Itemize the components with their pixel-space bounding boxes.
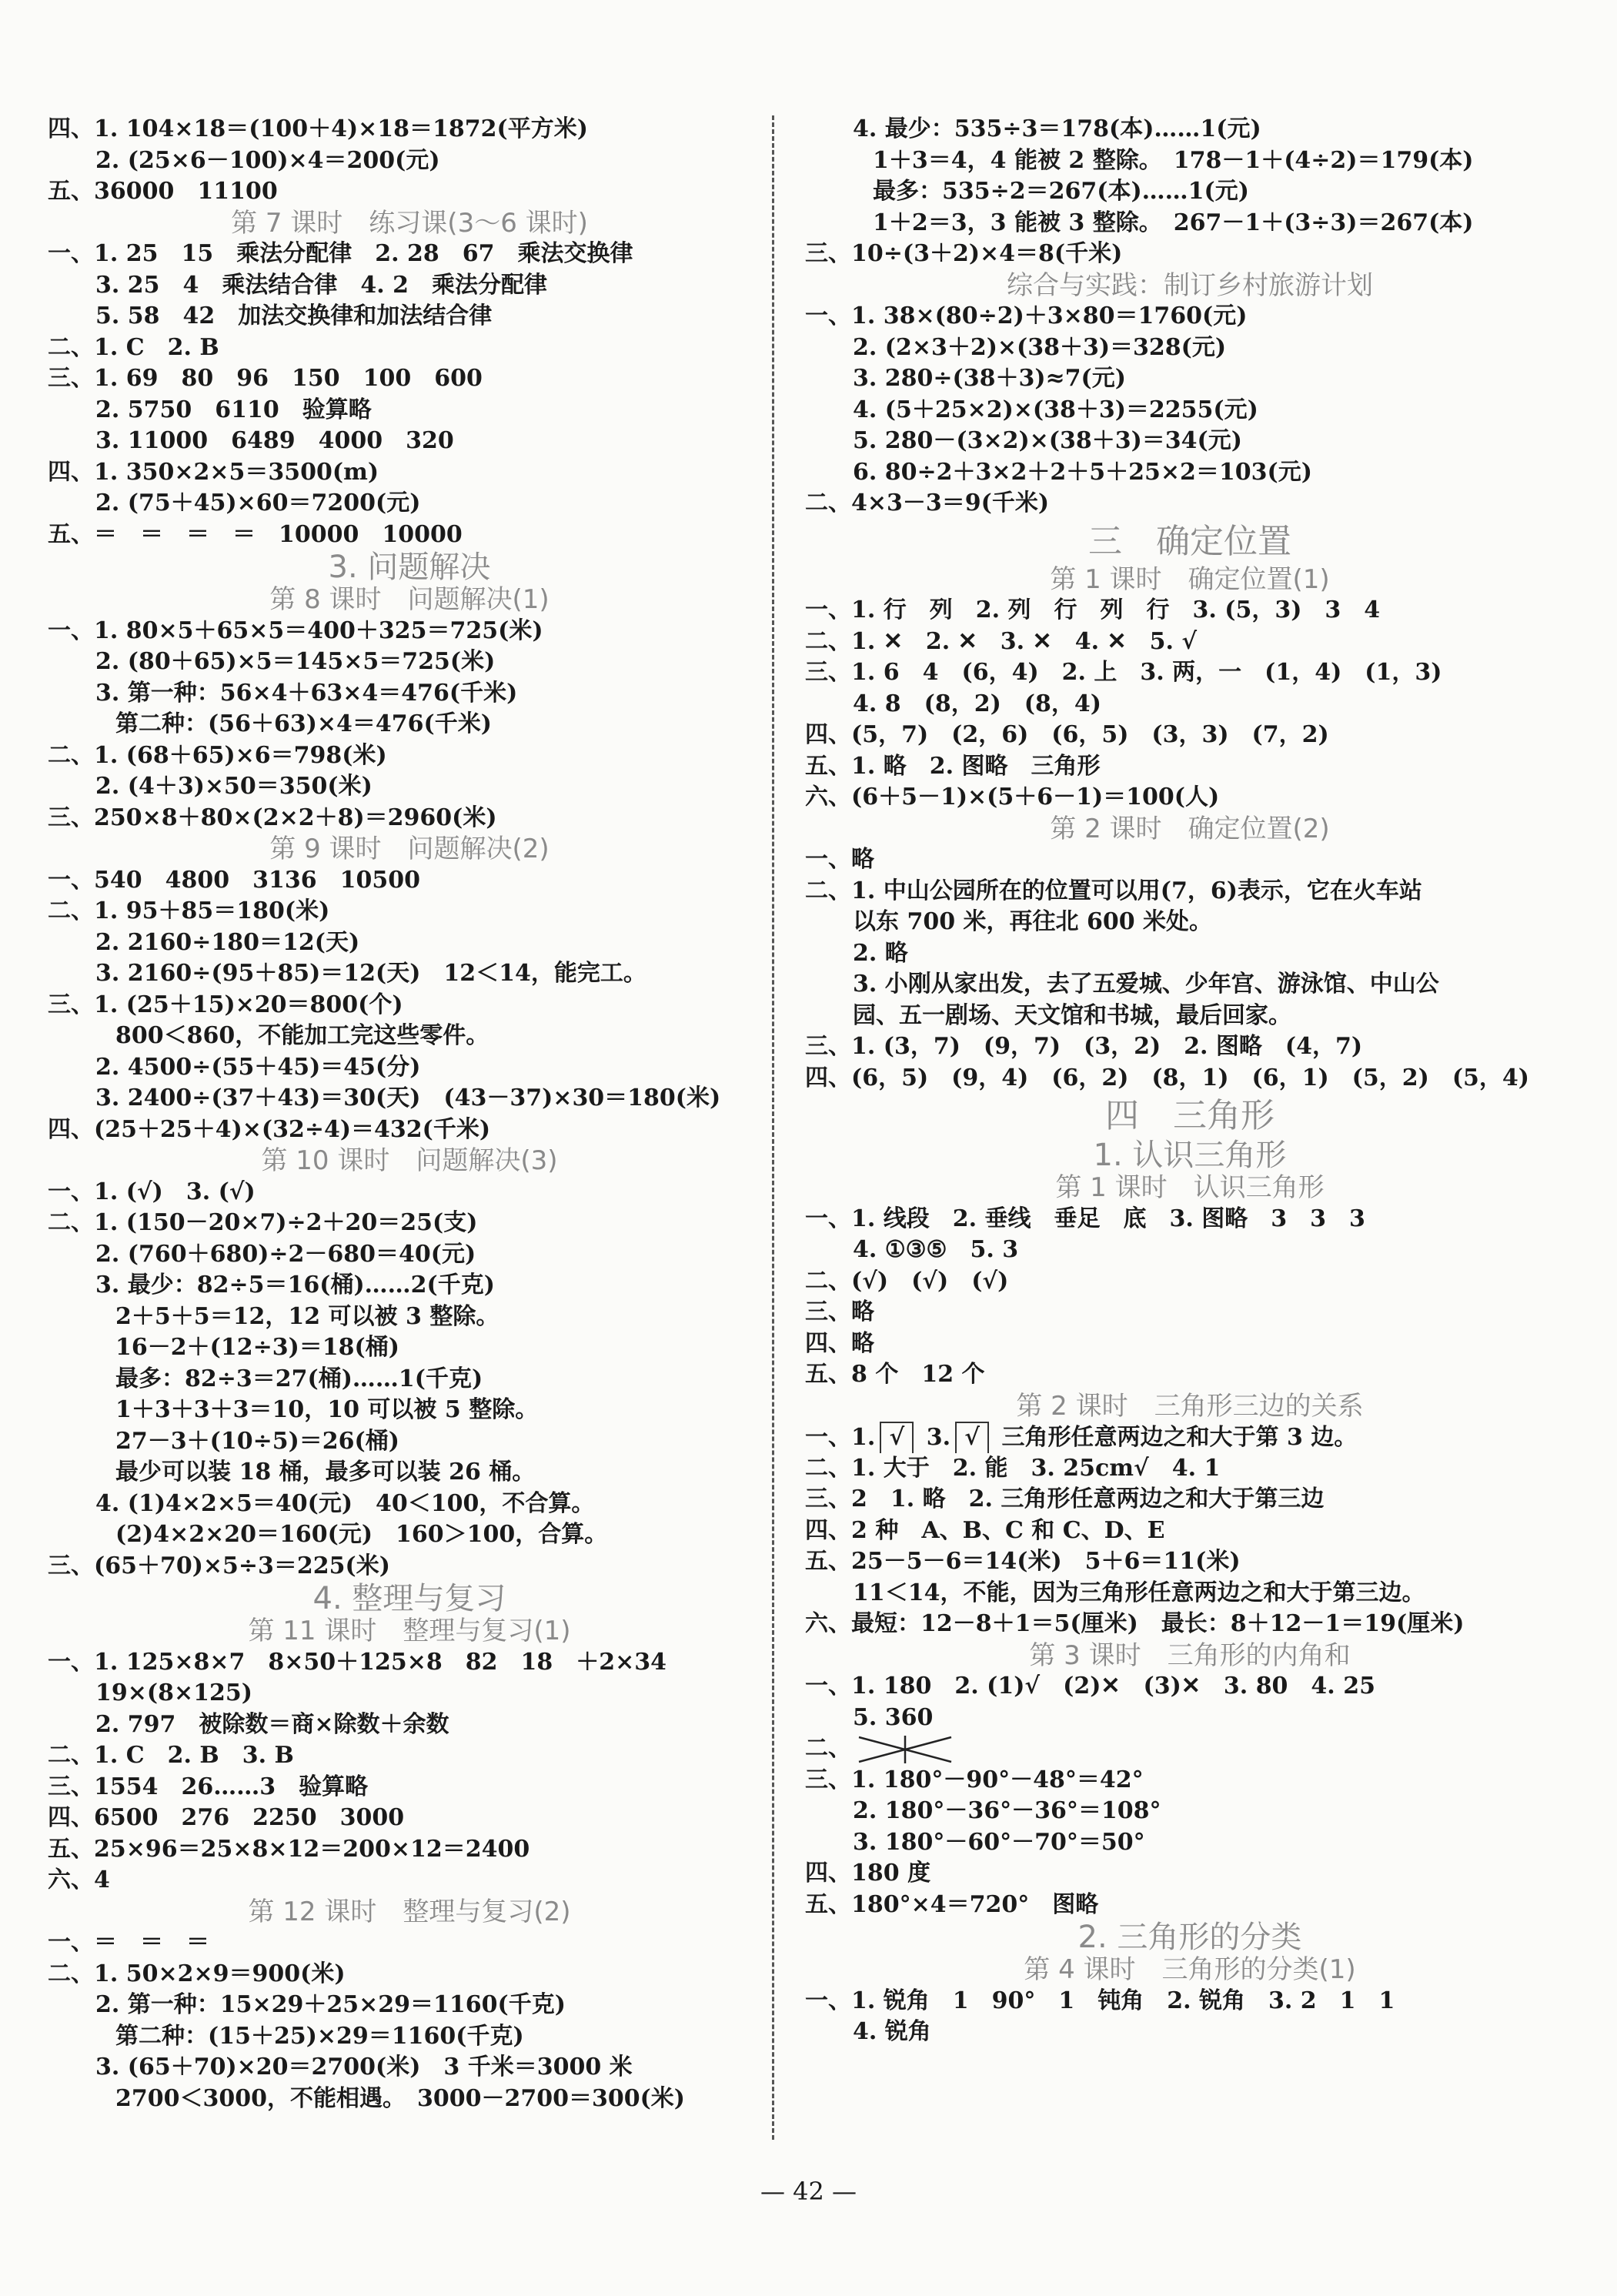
- answer-line: 三、1. (3，7) (9，7) (3，2) 2. 图略 (4，7): [805, 1033, 1363, 1060]
- answer-line: 六、最短：12－8＋1＝5(厘米) 最长：8＋12－1＝19(厘米): [805, 1610, 1465, 1637]
- lesson-heading: 第 4 课时 三角形的分类(1): [1024, 1954, 1356, 1985]
- lesson-heading: 第 2 课时 确定位置(2): [1050, 813, 1330, 844]
- answer-line: 三、(65＋70)×5÷3＝225(米): [48, 1552, 390, 1579]
- answer-line: 3. 11000 6489 4000 320: [95, 427, 454, 454]
- answer-line: 二、1. C 2. B 3. B: [48, 1742, 294, 1769]
- answer-line: 一、1. 180 2. (1)√ (2)✕ (3)✕ 3. 80 4. 25: [805, 1673, 1375, 1699]
- answer-line: 二、1. (150－20×7)÷2＋20＝25(支): [48, 1209, 478, 1236]
- answer-line: 四、1. 350×2×5＝3500(m): [48, 458, 379, 486]
- answer-line: 四、6500 276 2250 3000: [48, 1804, 405, 1831]
- left-column: [48, 114, 771, 2114]
- answer-line: 2. 5750 6110 验算略: [95, 396, 372, 423]
- answer-line: 三、1. 180°－90°－48°＝42°: [805, 1766, 1144, 1793]
- check-box: √: [880, 1422, 914, 1453]
- intersecting-lines-figure: [851, 1734, 959, 1765]
- answer-line: 五、25×96＝25×8×12＝200×12＝2400: [48, 1835, 530, 1863]
- answer-line: 2. (2×3＋2)×(38＋3)＝328(元): [853, 333, 1227, 361]
- right-column: [805, 114, 1575, 2048]
- answer-line: 五、25－5－6＝14(米) 5＋6＝11(米): [805, 1548, 1241, 1575]
- lesson-heading: 第 1 课时 认识三角形: [1055, 1172, 1325, 1203]
- answer-line: 一、1. 锐角 1 90° 1 钝角 2. 锐角 3. 2 1 1: [805, 1987, 1395, 2014]
- chapter-heading: 三 确定位置: [1088, 521, 1291, 561]
- chapter-heading: 四 三角形: [1105, 1096, 1275, 1135]
- answer-line: 3. 小刚从家出发，去了五爱城、少年宫、游泳馆、中山公: [853, 971, 1439, 998]
- check-box: √: [955, 1422, 989, 1453]
- lesson-heading: 第 2 课时 三角形三边的关系: [1016, 1390, 1364, 1422]
- answer-line: 3. 25 4 乘法结合律 4. 2 乘法分配律: [95, 271, 548, 299]
- unit-heading: 1. 认识三角形: [1093, 1138, 1287, 1173]
- answer-line: 三、1554 26……3 验算略: [48, 1773, 369, 1800]
- answer-line: 2. (25×6－100)×4＝200(元): [95, 146, 440, 174]
- answer-line: 2. (75＋45)×60＝7200(元): [95, 490, 421, 516]
- answer-line: 五、8 个 12 个: [805, 1361, 985, 1388]
- answer-line: 2. (760＋680)÷2－680＝40(元): [95, 1240, 476, 1268]
- answer-line: 27－3＋(10÷5)＝26(桶): [115, 1427, 399, 1455]
- page-number: — 42 —: [760, 2177, 857, 2206]
- answer-line: 二、1. C 2. B: [48, 333, 219, 361]
- answer-line: 2. (4＋3)×50＝350(米): [95, 773, 373, 800]
- answer-line: 二、(√) (√) (√): [805, 1267, 1009, 1295]
- answer-line: 四、略: [805, 1329, 874, 1357]
- answer-line: 1＋3＝4，4 能被 2 整除。 178－1＋(4÷2)＝179(本): [873, 146, 1474, 174]
- lesson-heading: 第 8 课时 问题解决(1): [269, 584, 550, 615]
- answer-line: 2. 略: [853, 939, 908, 967]
- answer-line-figure: 二、: [805, 1733, 1575, 1765]
- answer-line: 2. 2160÷180＝12(天): [95, 928, 360, 956]
- answer-line: 4. 8 (8，2) (8，4): [853, 690, 1101, 717]
- column-divider: [772, 115, 774, 2140]
- answer-line: 1＋3＋3＋3＝10，10 可以被 5 整除。: [115, 1396, 539, 1423]
- answer-line: 2. 4500÷(55＋45)＝45(分): [95, 1053, 421, 1081]
- lesson-heading: 第 12 课时 整理与复习(2): [248, 1896, 571, 1927]
- lesson-heading: 综合与实践：制订乡村旅游计划: [1007, 269, 1373, 301]
- answer-line: 二、1. 大于 2. 能 3. 25cm√ 4. 1: [805, 1454, 1221, 1482]
- answer-line: 三、10÷(3＋2)×4＝8(千米): [805, 240, 1123, 267]
- answer-line: 16－2＋(12÷3)＝18(桶): [115, 1334, 399, 1361]
- answer-line: 二、1. ✕ 2. ✕ 3. ✕ 4. ✕ 5. √: [805, 627, 1198, 655]
- answer-line: 5. 360: [853, 1703, 934, 1731]
- answer-line: 三、1. 69 80 96 150 100 600: [48, 365, 483, 392]
- answer-line: 一、1. 80×5＋65×5＝400＋325＝725(米): [48, 617, 543, 644]
- answer-line: 五、＝ ＝ ＝ ＝ 10000 10000: [48, 520, 463, 548]
- answer-line: 以东 700 米，再往北 600 米处。: [853, 908, 1213, 935]
- answer-line: 4. (5＋25×2)×(38＋3)＝2255(元): [853, 396, 1258, 423]
- answer-line: 3. 2160÷(95＋85)＝12(天) 12＜14，能完工。: [95, 960, 646, 987]
- answer-line: 5. 280－(3×2)×(38＋3)＝34(元): [853, 427, 1242, 454]
- answer-line: 3. 第一种：56×4＋63×4＝476(千米): [95, 679, 518, 707]
- answer-line: 最多：82÷3＝27(桶)……1(千克): [115, 1365, 483, 1392]
- answer-line: 六、4: [48, 1867, 110, 1893]
- answer-line: 4. 最少：535÷3＝178(本)……1(元): [853, 115, 1261, 142]
- answer-line: 一、540 4800 3136 10500: [48, 866, 420, 894]
- answer-line: 三、1. 6 4 (6，4) 2. 上 3. 两，一 (1，4) (1，3): [805, 659, 1442, 686]
- answer-line: 5. 58 42 加法交换律和加法结合律: [95, 302, 493, 329]
- answer-line: 2700＜3000，不能相遇。 3000－2700＝300(米): [115, 2084, 685, 2112]
- answer-line: 五、1. 略 2. 图略 三角形: [805, 752, 1101, 780]
- answer-line: 二、4×3－3＝9(千米): [805, 490, 1050, 516]
- answer-line: 一、1. (√) 3. (√): [48, 1178, 256, 1205]
- answer-line: 四、1. 104×18＝(100＋4)×18＝1872(平方米): [48, 115, 588, 142]
- answer-line: 六、(6＋5－1)×(5＋6－1)＝100(人): [805, 784, 1220, 810]
- answer-line: 三、1. (25＋15)×20＝800(个): [48, 991, 403, 1018]
- answer-line: 11＜14，不能，因为三角形任意两边之和大于第三边。: [853, 1579, 1425, 1606]
- lesson-heading: 第 9 课时 问题解决(2): [269, 834, 550, 864]
- answer-line: 4. ①③⑤ 5. 3: [853, 1236, 1019, 1263]
- answer-line: 三、2 1. 略 2. 三角形任意两边之和大于第三边: [805, 1486, 1325, 1512]
- answer-line: 一、1. 38×(80÷2)＋3×80＝1760(元): [805, 302, 1248, 329]
- answer-line: 一、1. 行 列 2. 列 行 列 行 3. (5，3) 3 4: [805, 597, 1381, 623]
- lesson-heading: 第 3 课时 三角形的内角和: [1029, 1639, 1351, 1671]
- answer-line: 四、2 种 A、B、C 和 C、D、E: [805, 1516, 1165, 1544]
- answer-line: 园、五一剧场、天文馆和书城，最后回家。: [853, 1001, 1291, 1029]
- answer-line: 3. 最少：82÷5＝16(桶)……2(千克): [95, 1272, 495, 1298]
- answer-line: 二、1. 95＋85＝180(米): [48, 897, 330, 924]
- answer-line: 6. 80÷2＋3×2＋2＋5＋25×2＝103(元): [853, 458, 1312, 486]
- answer-line: 五、36000 11100: [48, 178, 278, 205]
- answer-line: 一、1. 125×8×7 8×50＋125×8 82 18 ＋2×34: [48, 1648, 667, 1676]
- answer-line: 3. 280÷(38＋3)≈7(元): [853, 365, 1126, 392]
- answer-line: 19×(8×125): [95, 1679, 252, 1706]
- answer-line: 800＜860，不能加工完这些零件。: [115, 1022, 489, 1049]
- answer-line: 一、1. 25 15 乘法分配律 2. 28 67 乘法交换律: [48, 240, 633, 267]
- answer-line: 四、(25＋25＋4)×(32÷4)＝432(千米): [48, 1115, 491, 1143]
- answer-line: 四、(6，5) (9，4) (6，2) (8，1) (6，1) (5，2) (5，4): [805, 1064, 1529, 1091]
- unit-heading: 3. 问题解决: [328, 550, 491, 585]
- answer-line: 三、250×8＋80×(2×2＋8)＝2960(米): [48, 804, 497, 831]
- answer-line: 4. (1)4×2×5＝40(元) 40＜100，不合算。: [95, 1489, 595, 1517]
- answer-line: 2＋5＋5＝12，12 可以被 3 整除。: [115, 1302, 499, 1330]
- answer-line: 四、(5，7) (2，6) (6，5) (3，3) (7，2): [805, 721, 1329, 748]
- answer-line: 1＋2＝3，3 能被 3 整除。 267－1＋(3÷3)＝267(本): [873, 209, 1474, 236]
- answer-line: 3. 180°－60°－70°＝50°: [853, 1828, 1145, 1856]
- answer-line: 二、1. 50×2×9＝900(米): [48, 1960, 346, 1987]
- answer-line: 二、1. (68＋65)×6＝798(米): [48, 741, 387, 769]
- answer-line: 一、略: [805, 846, 874, 873]
- lesson-heading: 第 7 课时 练习课(3～6 课时): [231, 207, 588, 239]
- answer-line: 三、略: [805, 1298, 874, 1325]
- answer-line: 第二种：(56＋63)×4＝476(千米): [115, 710, 492, 737]
- lesson-heading: 第 1 课时 确定位置(1): [1050, 563, 1330, 595]
- lesson-heading: 第 10 课时 问题解决(3): [261, 1145, 558, 1176]
- answer-line: 2. 180°－36°－36°＝108°: [853, 1797, 1161, 1824]
- answer-line: 一、1. 线段 2. 垂线 垂足 底 3. 图略 3 3 3: [805, 1205, 1365, 1232]
- answer-line: 最多：535÷2＝267(本)……1(元): [873, 178, 1249, 205]
- answer-line: 2. (80＋65)×5＝145×5＝725(米): [95, 648, 496, 675]
- answer-line: 五、180°×4＝720° 图略: [805, 1890, 1099, 1918]
- answer-line: 4. 锐角: [853, 2018, 931, 2045]
- answer-line: (2)4×2×20＝160(元) 160＞100，合算。: [115, 1521, 608, 1548]
- unit-heading: 4. 整理与复习: [312, 1581, 506, 1616]
- answer-line-checkbox: 一、1. √ 3. √ 三角形任意两边之和大于第 3 边。: [805, 1422, 1575, 1453]
- answer-line: 3. 2400÷(37＋43)＝30(天) (43－37)×30＝180(米): [95, 1085, 721, 1111]
- answer-line: 四、180 度: [805, 1860, 931, 1887]
- answer-line: 2. 第一种：15×29＋25×29＝1160(千克): [95, 1991, 566, 2018]
- unit-heading: 2. 三角形的分类: [1077, 1920, 1302, 1955]
- answer-line: 最少可以装 18 桶，最多可以装 26 桶。: [115, 1459, 536, 1486]
- answer-line: 3. (65＋70)×20＝2700(米) 3 千米＝3000 米: [95, 2054, 633, 2080]
- answer-line: 一、＝ ＝ ＝: [48, 1929, 209, 1956]
- answer-line: 2. 797 被除数＝商×除数＋余数: [95, 1710, 449, 1738]
- lesson-heading: 第 11 课时 整理与复习(1): [248, 1616, 571, 1646]
- answer-line: 二、1. 中山公园所在的位置可以用(7，6)表示，它在火车站: [805, 877, 1422, 904]
- answer-line: 第二种：(15＋25)×29＝1160(千克): [115, 2022, 524, 2050]
